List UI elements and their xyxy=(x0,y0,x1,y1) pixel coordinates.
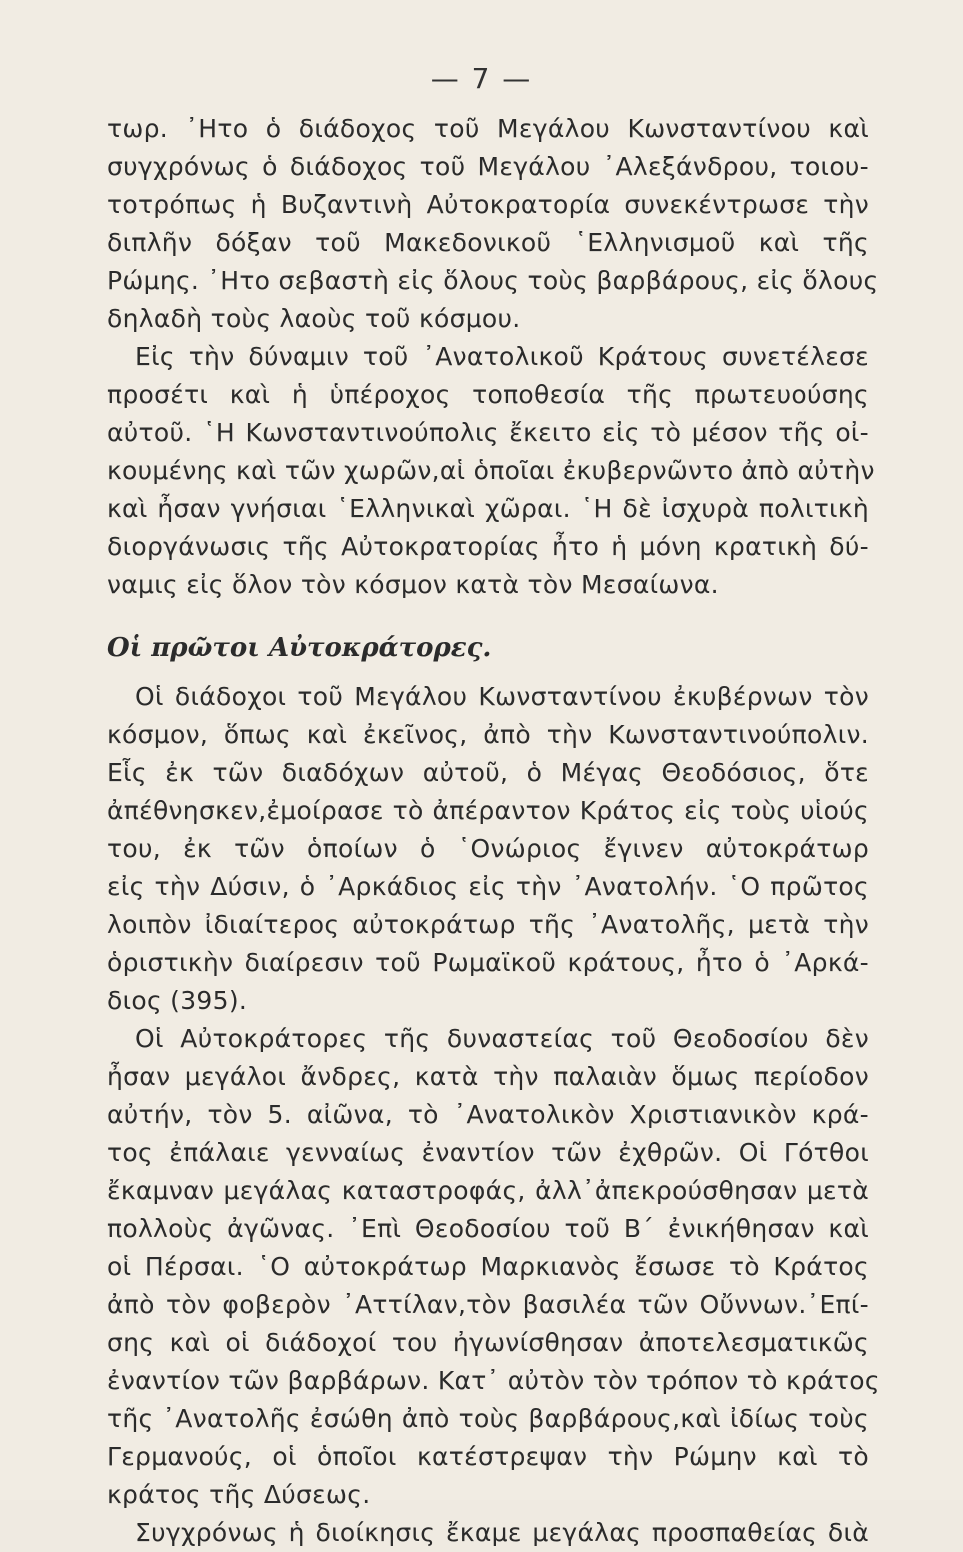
paragraph xyxy=(107,1514,869,1552)
text-line: τοτρόπως ἡ Βυζαντινὴ Αὐτοκρατορία συνεκέντρωσε τὴν xyxy=(107,190,869,219)
text-line: κόσμον, ὅπως καὶ ἐκεῖνος, ἀπὸ τὴν Κωνσταντινούπολιν. xyxy=(107,720,869,749)
text-line: οἱ Πέρσαι. ῾Ο αὐτοκράτωρ Μαρκιανὸς ἔσωσε τὸ Κράτος xyxy=(107,1252,869,1281)
paragraph xyxy=(107,338,875,604)
text-line: Οἱ διάδοχοι τοῦ Μεγάλου Κωνσταντίνου ἐκυβέρνων τὸν xyxy=(135,682,869,711)
text-line: τωρ. ᾿Ητο ὁ διάδοχος τοῦ Μεγάλου Κωνσταντίνου καὶ xyxy=(107,114,869,143)
text-line: αὐτοῦ. ῾Η Κωνσταντινούπολις ἔκειτο εἰς τὸ μέσον τῆς οἰ- xyxy=(107,418,869,447)
text-line: διοργάνωσις τῆς Αὐτοκρατορίας ἦτο ἡ μόνη κρατικὴ δύ- xyxy=(107,532,869,561)
text-line: ἀπέθνησκεν,ἐμοίρασε τὸ ἀπέραντον Κράτος εἰς τοὺς υἱούς xyxy=(107,796,869,825)
text-line: κουμένης καὶ τῶν χωρῶν,αἱ ὁποῖαι ἐκυβερνῶντο ἀπὸ αὐτὴν xyxy=(107,456,875,485)
text-line: αὐτήν, τὸν 5. αἰῶνα, τὸ ᾿Ανατολικὸν Χριστιανικὸν κρά- xyxy=(107,1100,869,1129)
text-line: λοιπὸν ἰδιαίτερος αὐτοκράτωρ τῆς ᾿Ανατολῆς, μετὰ τὴν xyxy=(107,910,869,939)
paragraph xyxy=(107,1020,880,1514)
text-line: ἔκαμναν μεγάλας καταστροφάς, ἀλλ᾿ἀπεκρούσθησαν μετὰ xyxy=(107,1176,869,1205)
text-line: Συγχρόνως ἡ διοίκησις ἔκαμε μεγάλας προσπαθείας διὰ xyxy=(135,1518,869,1547)
text-line: Εἷς ἐκ τῶν διαδόχων αὐτοῦ, ὁ Μέγας Θεοδόσιος, ὅτε xyxy=(107,758,869,787)
paragraph xyxy=(107,110,879,338)
text-line: ναμις εἰς ὅλον τὸν κόσμον κατὰ τὸν Μεσαίωνα. xyxy=(107,570,719,599)
text-line: του, ἐκ τῶν ὁποίων ὁ ῾Ονώριος ἔγινεν αὐτοκράτωρ xyxy=(107,834,869,863)
text-line: Οἱ Αὐτοκράτορες τῆς δυναστείας τοῦ Θεοδοσίου δὲν xyxy=(135,1024,869,1053)
text-line: ὁριστικὴν διαίρεσιν τοῦ Ρωμαϊκοῦ κράτους, ἦτο ὁ ᾿Αρκά- xyxy=(107,948,869,977)
text-line: διος (395). xyxy=(107,986,248,1015)
text-line: σης καὶ οἱ διάδοχοί του ἠγωνίσθησαν ἀποτελεσματικῶς xyxy=(107,1328,869,1357)
text-line: Ρώμης. ᾿Ητο σεβαστὴ εἰς ὅλους τοὺς βαρβάρους, εἰς ὅλους xyxy=(107,266,879,295)
text-line: τῆς ᾿Ανατολῆς ἐσώθη ἀπὸ τοὺς βαρβάρους,καὶ ἰδίως τοὺς xyxy=(107,1404,869,1433)
text-line: κράτος τῆς Δύσεως. xyxy=(107,1480,371,1509)
text-line: τος ἐπάλαιε γενναίως ἐναντίον τῶν ἐχθρῶν. Οἱ Γότθοι xyxy=(107,1138,869,1167)
text-line: ἐναντίον τῶν βαρβάρων. Κατ᾿ αὐτὸν τὸν τρόπον τὸ κράτος xyxy=(107,1366,880,1395)
text-line: καὶ ἦσαν γνήσιαι ῾Ελληνικαὶ χῶραι. ῾Η δὲ ἰσχυρὰ πολιτικὴ xyxy=(107,494,869,523)
text-line: Γερμανούς, οἱ ὁποῖοι κατέστρεψαν τὴν Ρώμην καὶ τὸ xyxy=(107,1442,869,1471)
text-line: διπλῆν δόξαν τοῦ Μακεδονικοῦ ῾Ελληνισμοῦ καὶ τῆς xyxy=(107,228,869,257)
text-line: Εἰς τὴν δύναμιν τοῦ ᾿Ανατολικοῦ Κράτους συνετέλεσε xyxy=(135,342,869,371)
text-line: εἰς τὴν Δύσιν, ὁ ᾿Αρκάδιος εἰς τὴν ᾿Ανατολήν. ῾Ο πρῶτος xyxy=(107,872,869,901)
section-gap xyxy=(107,604,869,628)
text-line: δηλαδὴ τοὺς λαοὺς τοῦ κόσμου. xyxy=(107,304,521,333)
text-line: ἀπὸ τὸν φοβερὸν ᾿Αττίλαν,τὸν βασιλέα τῶν Οὔννων.᾿Επί- xyxy=(107,1290,869,1319)
section-heading: Οἱ πρῶτοι Αὐτοκράτορες. xyxy=(107,633,492,663)
paragraph xyxy=(107,678,869,1020)
body-text xyxy=(107,110,880,1552)
text-line: συγχρόνως ὁ διάδοχος τοῦ Μεγάλου ᾿Αλεξάνδρου, τοιου- xyxy=(107,152,869,181)
text-line: πολλοὺς ἀγῶνας. ᾿Επὶ Θεοδοσίου τοῦ Β΄ ἐνικήθησαν καὶ xyxy=(107,1214,869,1243)
text-line: ἦσαν μεγάλοι ἄνδρες, κατὰ τὴν παλαιὰν ὅμως περίοδον xyxy=(107,1062,869,1091)
text-line: προσέτι καὶ ἡ ὑπέροχος τοποθεσία τῆς πρωτευούσης xyxy=(107,380,869,409)
page-number: — 7 — xyxy=(430,62,533,95)
